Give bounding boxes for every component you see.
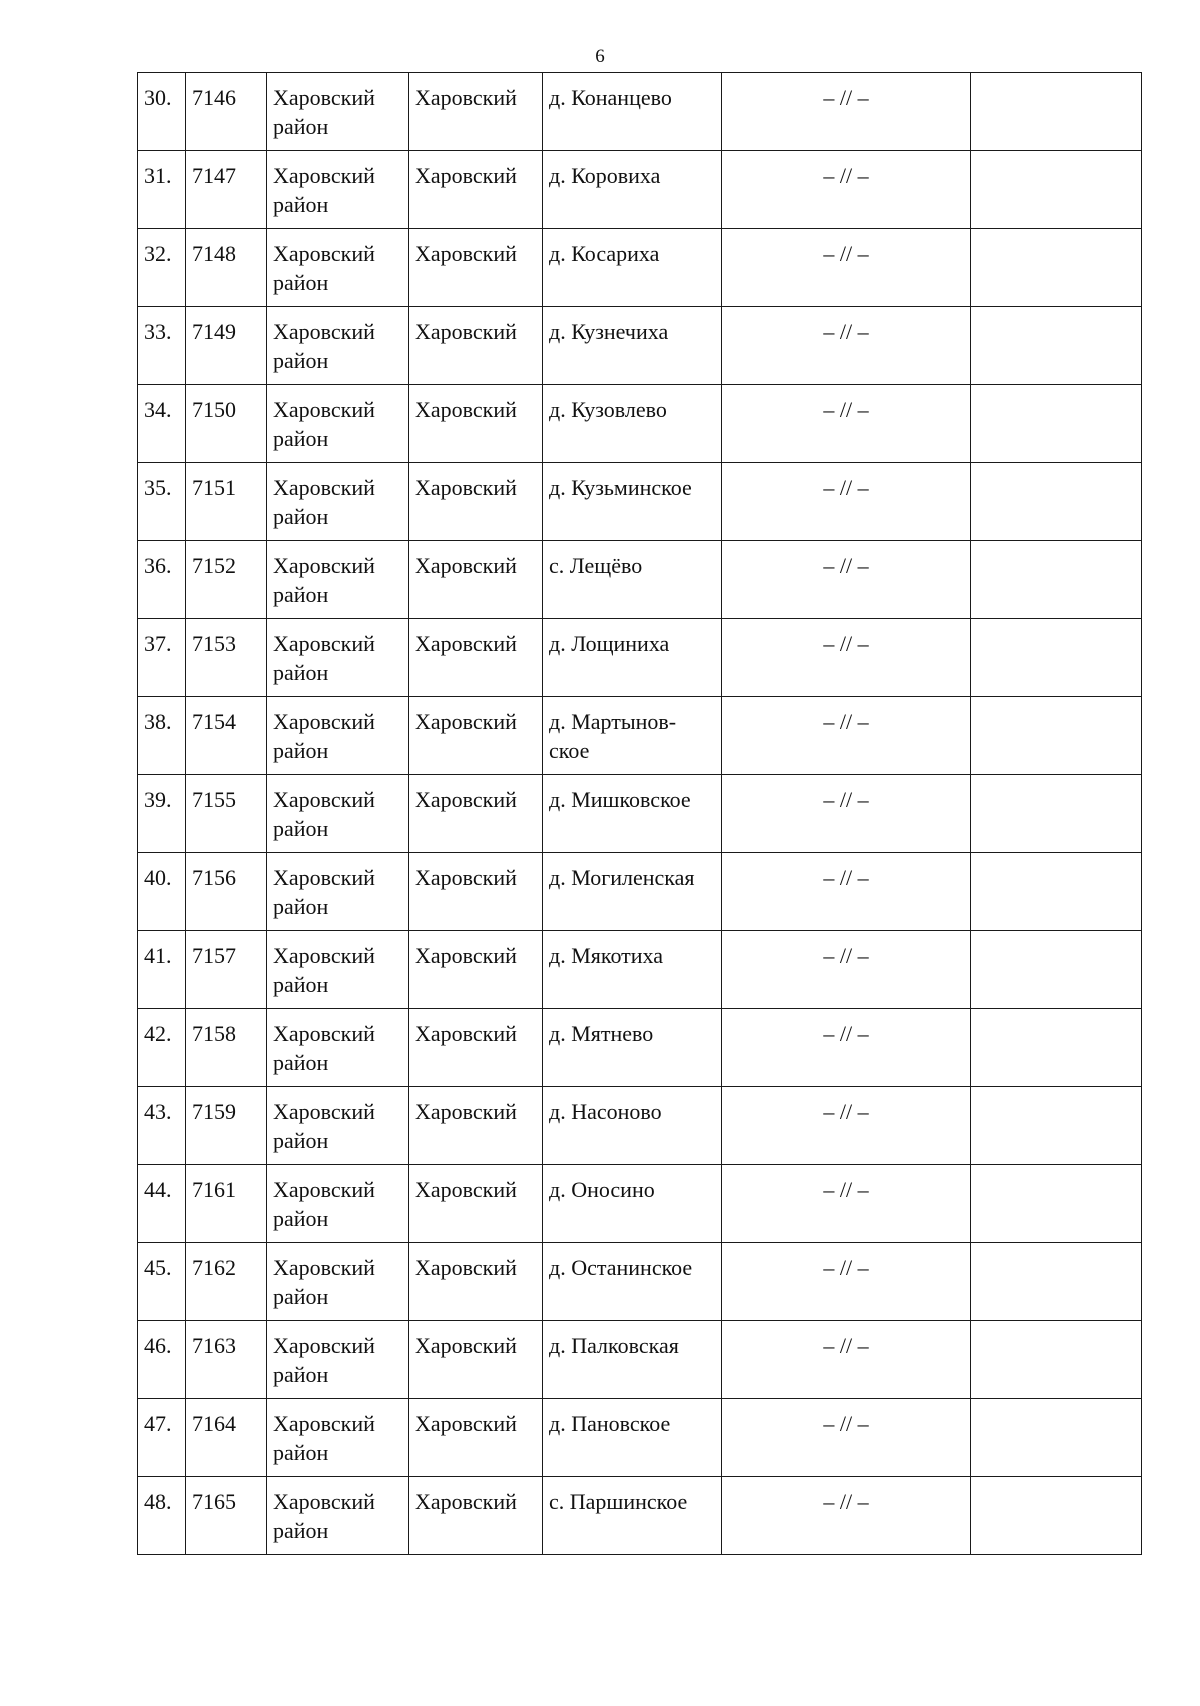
ditto-note-cell: – // –	[722, 775, 971, 853]
municipality-cell: Харовский	[409, 1009, 543, 1087]
settlement-cell: д. Конанцево	[543, 73, 722, 151]
district-cell: Харовский район	[267, 697, 409, 775]
row-number-cell: 43.	[138, 1087, 186, 1165]
municipality-cell: Харовский	[409, 385, 543, 463]
district-cell: Харовский район	[267, 1321, 409, 1399]
table-row	[138, 853, 1142, 931]
municipality-cell: Харовский	[409, 1243, 543, 1321]
code-cell: 7151	[186, 463, 267, 541]
table-row	[138, 73, 1142, 151]
code-cell: 7165	[186, 1477, 267, 1555]
settlement-cell: д. Палковская	[543, 1321, 722, 1399]
code-cell: 7153	[186, 619, 267, 697]
empty-cell	[971, 853, 1142, 931]
code-cell: 7158	[186, 1009, 267, 1087]
code-cell: 7156	[186, 853, 267, 931]
settlement-cell: д. Кузнечиха	[543, 307, 722, 385]
district-cell: Харовский район	[267, 1087, 409, 1165]
settlement-cell: д. Могиленская	[543, 853, 722, 931]
district-cell: Харовский район	[267, 229, 409, 307]
settlement-cell: д. Пановское	[543, 1399, 722, 1477]
district-cell: Харовский район	[267, 463, 409, 541]
ditto-note-cell: – // –	[722, 1477, 971, 1555]
empty-cell	[971, 619, 1142, 697]
settlement-cell: д. Коровиха	[543, 151, 722, 229]
district-cell: Харовский район	[267, 541, 409, 619]
row-number-cell: 41.	[138, 931, 186, 1009]
row-number-cell: 48.	[138, 1477, 186, 1555]
table-row	[138, 1399, 1142, 1477]
settlements-table	[137, 72, 1142, 1555]
municipality-cell: Харовский	[409, 619, 543, 697]
row-number-cell: 37.	[138, 619, 186, 697]
row-number-cell: 38.	[138, 697, 186, 775]
municipality-cell: Харовский	[409, 73, 543, 151]
table-row	[138, 1087, 1142, 1165]
municipality-cell: Харовский	[409, 1399, 543, 1477]
code-cell: 7164	[186, 1399, 267, 1477]
table-row	[138, 1009, 1142, 1087]
code-cell: 7150	[186, 385, 267, 463]
ditto-note-cell: – // –	[722, 151, 971, 229]
district-cell: Харовский район	[267, 931, 409, 1009]
empty-cell	[971, 931, 1142, 1009]
district-cell: Харовский район	[267, 1009, 409, 1087]
settlement-cell: д. Останинское	[543, 1243, 722, 1321]
municipality-cell: Харовский	[409, 1087, 543, 1165]
district-cell: Харовский район	[267, 619, 409, 697]
settlement-cell: д. Кузовлево	[543, 385, 722, 463]
ditto-note-cell: – // –	[722, 385, 971, 463]
settlement-cell: д. Косариха	[543, 229, 722, 307]
ditto-note-cell: – // –	[722, 619, 971, 697]
municipality-cell: Харовский	[409, 775, 543, 853]
settlement-cell: д. Мартынов-ское	[543, 697, 722, 775]
code-cell: 7152	[186, 541, 267, 619]
municipality-cell: Харовский	[409, 931, 543, 1009]
empty-cell	[971, 229, 1142, 307]
empty-cell	[971, 1243, 1142, 1321]
ditto-note-cell: – // –	[722, 1087, 971, 1165]
settlement-cell: д. Оносино	[543, 1165, 722, 1243]
code-cell: 7155	[186, 775, 267, 853]
empty-cell	[971, 151, 1142, 229]
settlement-cell: с. Лещёво	[543, 541, 722, 619]
ditto-note-cell: – // –	[722, 307, 971, 385]
table-row	[138, 1165, 1142, 1243]
district-cell: Харовский район	[267, 853, 409, 931]
municipality-cell: Харовский	[409, 151, 543, 229]
row-number-cell: 34.	[138, 385, 186, 463]
district-cell: Харовский район	[267, 73, 409, 151]
code-cell: 7148	[186, 229, 267, 307]
settlement-cell: д. Мятнево	[543, 1009, 722, 1087]
district-cell: Харовский район	[267, 1243, 409, 1321]
municipality-cell: Харовский	[409, 307, 543, 385]
settlement-cell: д. Мякотиха	[543, 931, 722, 1009]
municipality-cell: Харовский	[409, 1165, 543, 1243]
empty-cell	[971, 697, 1142, 775]
row-number-cell: 30.	[138, 73, 186, 151]
empty-cell	[971, 73, 1142, 151]
district-cell: Харовский район	[267, 1165, 409, 1243]
row-number-cell: 44.	[138, 1165, 186, 1243]
row-number-cell: 42.	[138, 1009, 186, 1087]
ditto-note-cell: – // –	[722, 73, 971, 151]
table-row	[138, 697, 1142, 775]
row-number-cell: 35.	[138, 463, 186, 541]
municipality-cell: Харовский	[409, 697, 543, 775]
empty-cell	[971, 463, 1142, 541]
district-cell: Харовский район	[267, 1477, 409, 1555]
table-row	[138, 1477, 1142, 1555]
table-row	[138, 307, 1142, 385]
district-cell: Харовский район	[267, 151, 409, 229]
code-cell: 7159	[186, 1087, 267, 1165]
code-cell: 7157	[186, 931, 267, 1009]
settlement-cell: д. Мишковское	[543, 775, 722, 853]
row-number-cell: 32.	[138, 229, 186, 307]
code-cell: 7149	[186, 307, 267, 385]
empty-cell	[971, 1009, 1142, 1087]
district-cell: Харовский район	[267, 385, 409, 463]
settlement-cell: с. Паршинское	[543, 1477, 722, 1555]
empty-cell	[971, 1165, 1142, 1243]
empty-cell	[971, 1087, 1142, 1165]
table-row	[138, 463, 1142, 541]
ditto-note-cell: – // –	[722, 931, 971, 1009]
table-row	[138, 229, 1142, 307]
row-number-cell: 47.	[138, 1399, 186, 1477]
row-number-cell: 45.	[138, 1243, 186, 1321]
municipality-cell: Харовский	[409, 1321, 543, 1399]
code-cell: 7147	[186, 151, 267, 229]
ditto-note-cell: – // –	[722, 1009, 971, 1087]
ditto-note-cell: – // –	[722, 853, 971, 931]
ditto-note-cell: – // –	[722, 541, 971, 619]
table-row	[138, 541, 1142, 619]
municipality-cell: Харовский	[409, 1477, 543, 1555]
row-number-cell: 33.	[138, 307, 186, 385]
ditto-note-cell: – // –	[722, 229, 971, 307]
code-cell: 7163	[186, 1321, 267, 1399]
empty-cell	[971, 1399, 1142, 1477]
municipality-cell: Харовский	[409, 541, 543, 619]
settlement-cell: д. Лощиниха	[543, 619, 722, 697]
district-cell: Харовский район	[267, 775, 409, 853]
table-row	[138, 619, 1142, 697]
table-row	[138, 151, 1142, 229]
settlement-cell: д. Кузьминское	[543, 463, 722, 541]
page-number: 6	[595, 46, 605, 67]
ditto-note-cell: – // –	[722, 697, 971, 775]
ditto-note-cell: – // –	[722, 1165, 971, 1243]
code-cell: 7161	[186, 1165, 267, 1243]
empty-cell	[971, 385, 1142, 463]
empty-cell	[971, 307, 1142, 385]
district-cell: Харовский район	[267, 307, 409, 385]
ditto-note-cell: – // –	[722, 1243, 971, 1321]
ditto-note-cell: – // –	[722, 1399, 971, 1477]
empty-cell	[971, 1477, 1142, 1555]
table-row	[138, 1321, 1142, 1399]
empty-cell	[971, 775, 1142, 853]
code-cell: 7162	[186, 1243, 267, 1321]
municipality-cell: Харовский	[409, 463, 543, 541]
municipality-cell: Харовский	[409, 229, 543, 307]
code-cell: 7146	[186, 73, 267, 151]
municipality-cell: Харовский	[409, 853, 543, 931]
empty-cell	[971, 1321, 1142, 1399]
row-number-cell: 31.	[138, 151, 186, 229]
district-cell: Харовский район	[267, 1399, 409, 1477]
ditto-note-cell: – // –	[722, 1321, 971, 1399]
row-number-cell: 36.	[138, 541, 186, 619]
code-cell: 7154	[186, 697, 267, 775]
table-row	[138, 931, 1142, 1009]
table-row	[138, 385, 1142, 463]
table-row	[138, 775, 1142, 853]
settlement-cell: д. Насоново	[543, 1087, 722, 1165]
row-number-cell: 39.	[138, 775, 186, 853]
table-row	[138, 1243, 1142, 1321]
row-number-cell: 46.	[138, 1321, 186, 1399]
ditto-note-cell: – // –	[722, 463, 971, 541]
row-number-cell: 40.	[138, 853, 186, 931]
empty-cell	[971, 541, 1142, 619]
table-body	[138, 73, 1142, 1555]
